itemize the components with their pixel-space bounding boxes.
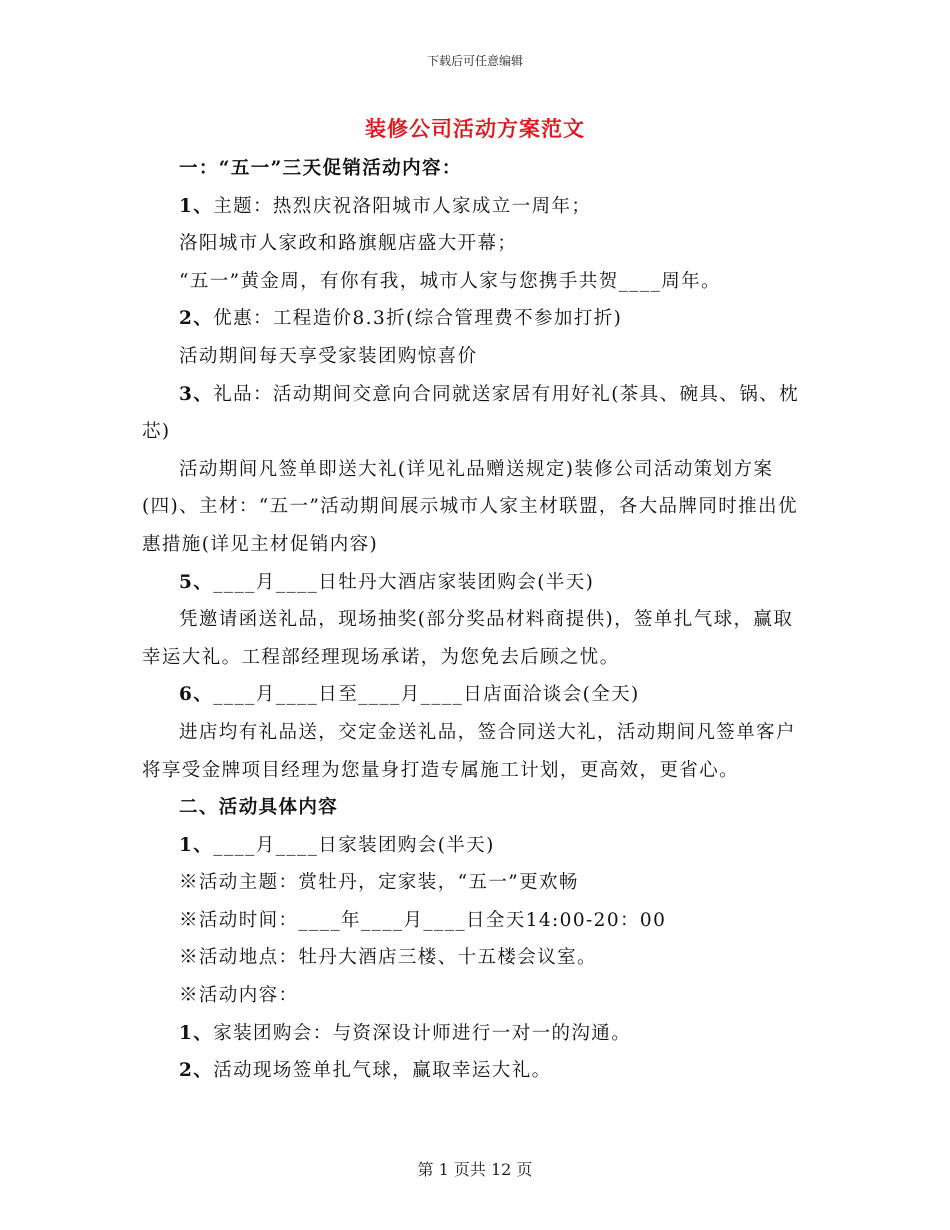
item-number: 5、 — [179, 571, 214, 593]
paragraph — [142, 564, 802, 602]
paragraph: 活动期间每天享受家装团购惊喜价 — [179, 345, 478, 367]
item-number: 2、 — [179, 1060, 214, 1082]
paragraph-text: ____月____日家装团购会(半天) — [213, 834, 495, 856]
document-title: 装修公司活动方案范文 — [365, 116, 585, 141]
paragraph — [142, 188, 802, 226]
paragraph: ※活动主题：赏牡丹，定家装，“五一”更欢畅 — [179, 872, 579, 894]
paragraph: ※活动时间：____年____月____日全天14:00-20：00 — [179, 909, 667, 931]
paragraph: 活动期间凡签单即送大礼(详见礼品赠送规定)装修公司活动策划方案(四)、主材：“五一”活动期间展示城市人家主材联盟，各大品牌同时推出优惠措施(详见主材促销内容) — [142, 458, 798, 555]
paragraph — [142, 1052, 802, 1090]
paragraph: 洛阳城市人家政和路旗舰店盛大开幕； — [179, 233, 518, 255]
item-number: 3、 — [179, 383, 214, 405]
paragraph-text: 主题：热烈庆祝洛阳城市人家成立一周年； — [213, 195, 592, 217]
paragraph-text: 活动现场签单扎气球，赢取幸运大礼。 — [213, 1060, 552, 1082]
document-body — [142, 150, 802, 1090]
paragraph-text: 优惠：工程造价8.3折(综合管理费不参加打折) — [213, 308, 623, 330]
paragraph-text: 礼品：活动期间交意向合同就送家居有用好礼(茶具、碗具、锅、枕芯) — [142, 383, 799, 443]
paragraph: ※活动内容： — [179, 985, 299, 1007]
paragraph: 凭邀请函送礼品，现场抽奖(部分奖品材料商提供)，签单扎气球，赢取幸运大礼。工程部经理现场承诺，为您免去后顾之忧。 — [142, 609, 794, 668]
section-heading-2: 二、活动具体内容 — [179, 797, 339, 819]
page-header: 下载后可任意编辑 — [426, 54, 523, 68]
paragraph — [142, 300, 802, 338]
item-number: 1、 — [179, 1022, 214, 1044]
paragraph-text: ____月____日至____月____日店面洽谈会(全天) — [213, 684, 640, 706]
item-number: 1、 — [179, 834, 214, 856]
paragraph — [142, 1015, 802, 1053]
paragraph: “五一”黄金周，有你有我，城市人家与您携手共贺____周年。 — [179, 270, 721, 292]
paragraph — [142, 676, 802, 714]
paragraph: ※活动地点：牡丹大酒店三楼、十五楼会议室。 — [179, 947, 597, 969]
paragraph: 进店均有礼品送，交定金送礼品，签合同送大礼，活动期间凡签单客户将享受金牌项目经理为您量身打造专属施工计划，更高效，更省心。 — [142, 721, 796, 781]
paragraph — [142, 827, 802, 865]
page-footer: 第 1 页共 12 页 — [417, 1160, 533, 1179]
item-number: 2、 — [179, 308, 214, 330]
paragraph-text: ____月____日牡丹大酒店家装团购会(半天) — [213, 571, 595, 593]
item-number: 6、 — [179, 684, 214, 706]
paragraph-text: 家装团购会：与资深设计师进行一对一的沟通。 — [213, 1022, 632, 1044]
section-heading-1: 一：“五一”三天促销活动内容： — [179, 158, 462, 179]
paragraph — [142, 376, 802, 451]
item-number: 1、 — [179, 195, 214, 217]
